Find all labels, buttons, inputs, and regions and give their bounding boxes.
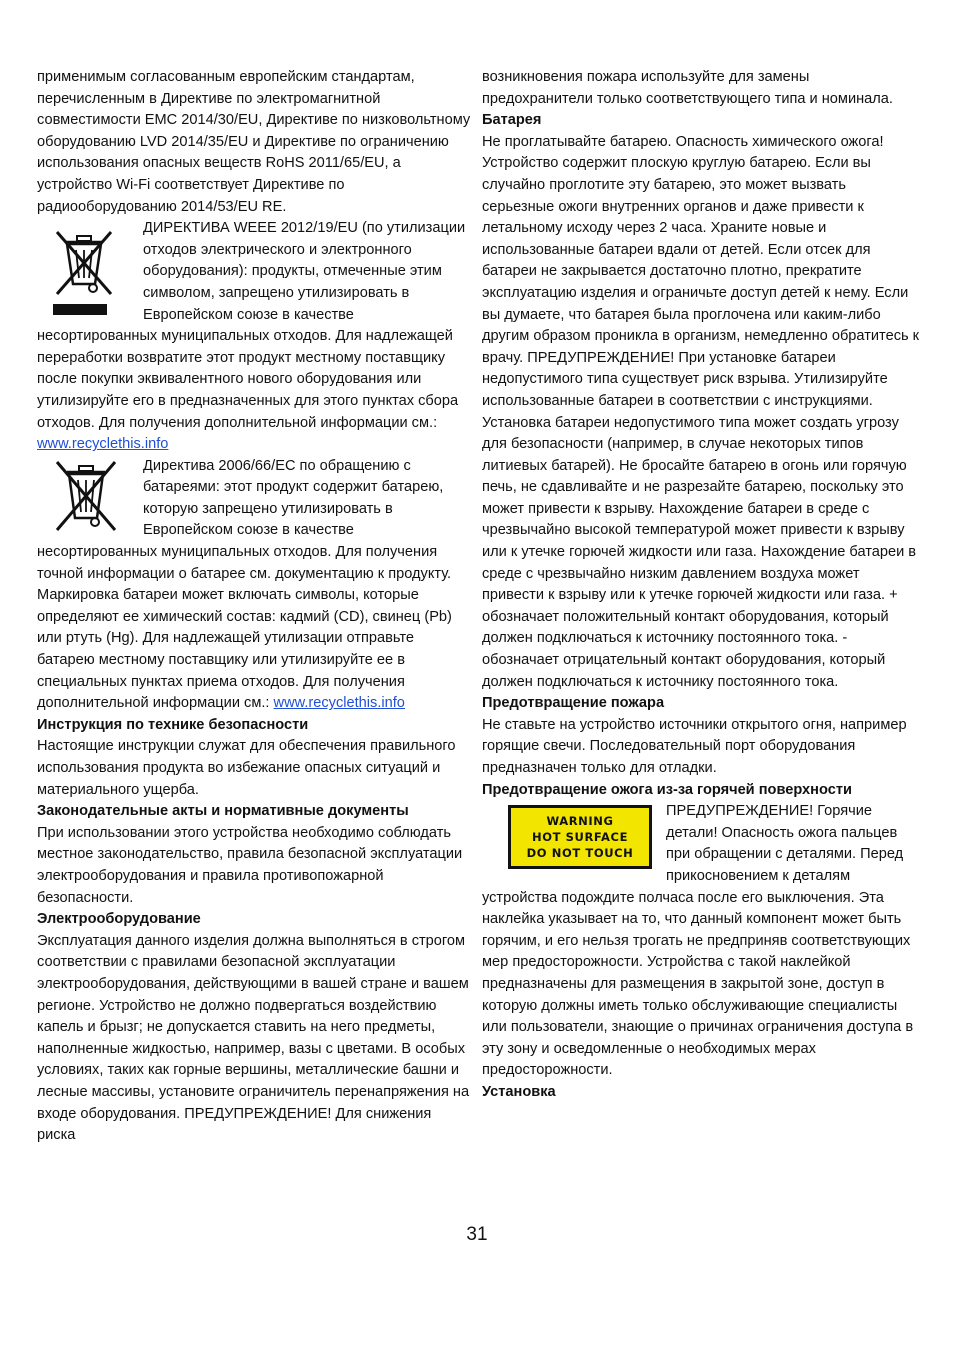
hot-surface-warning-sticker bbox=[508, 805, 652, 869]
electric-heading: Электрооборудование bbox=[37, 911, 201, 928]
page-number: 31 bbox=[466, 1224, 488, 1245]
battery-directive-section bbox=[37, 456, 473, 715]
sticker-line-hot-surface: HOT SURFACE bbox=[531, 830, 629, 845]
hot-surface-section bbox=[482, 801, 920, 1082]
weee-paragraph: ДИРЕКТИВА WEEE 2012/19/EU (по утилизации отходов электрического и электронного оборудования): продукты, отмеченные этим символом, запрещено утилизировать в Европейском союзе в качестве несортированных муниципальных отходов. Для надлежащей переработки возвратите этот продукт местному поставщику после покупки эквивалентного нового оборудования или утилизируйте его в предназначенных для этого пунктах сбора отходов. Для получения дополнительной информации см.: bbox=[37, 220, 466, 431]
battery-paragraph: Не проглатывайте батарею. Опасность химического ожога! Устройство содержит плоскую круглую батарею. Если вы случайно проглотите эту батарею, это может вызвать серьезные ожоги внутренних органов и даже привести к летальному исходу через 2 часа. Храните новые и использованные батареи вдали от детей. Если отсек для батареи не закрывается достаточно плотно, прекратите эксплуатацию изделия и ограничьте доступ детей к нему. Если вы думаете, что батарея была проглочена или каким-либо другим образом проникла в организм, немедленно обратитесь к врачу. ПРЕДУПРЕЖДЕНИЕ! При установке батареи недопустимого типа существует риск взрыва. Утилизируйте использованные батареи в соответствии с инструкциями. Установка батареи недопустимого типа может создать угрозу для безопасности (например, в случае некоторых типов литиевых батарей). Не бросайте батарею в огонь или горячую печь, не сдавливайте и не разрезайте батарею, поскольку это может привести к взрыву. Нахождение батареи в среде с чрезвычайно высокой температурой может привести к взрыву или к утечке горючей жидкости или газа. Нахождение батареи в среде с чрезвычайно низким давлением воздуха может привести к взрыву или к утечке горючей жидкости или газа. + обозначает положительный контакт оборудования, который должен подключаться к источнику постоянного тока. - обозначает отрицательный контакт оборудования, который должен подключаться к источнику постоянного тока. bbox=[482, 133, 920, 690]
battery-recycle-link[interactable]: www.recyclethis.info bbox=[273, 695, 405, 712]
sticker-line-warning: WARNING bbox=[546, 814, 614, 829]
crossed-bin-icon bbox=[37, 220, 135, 318]
sticker-line-do-not-touch: DO NOT TOUCH bbox=[526, 846, 634, 861]
install-heading: Установка bbox=[482, 1083, 556, 1100]
hot-surface-heading: Предотвращение ожога из-за горячей поверхности bbox=[482, 781, 852, 798]
laws-heading: Законодательные акты и нормативные документы bbox=[37, 803, 409, 820]
fire-paragraph: Не ставьте на устройство источники открытого огня, например горящие свечи. Последовательный порт оборудования предназначен только для отладки. bbox=[482, 716, 907, 776]
battery-directive-paragraph: Директива 2006/66/EC по обращению с батареями: этот продукт содержит батарею, которую запрещено утилизировать в Европейском союзе в качестве несортированных муниципальных отходов. Для получения точной информации о батарее см. документацию к продукту. Маркировка батареи может включать символы, которые определяют ее химический состав: кадмий (CD), свинец (Pb) или ртуть (Hg). Для надлежащей утилизации отправьте батарею местному поставщику или утилизируйте ее в специальных пунктах приема отходов. Для получения дополнительной информации см.: bbox=[37, 457, 452, 712]
right-column bbox=[482, 67, 920, 1104]
left-column bbox=[37, 67, 473, 1147]
electric-paragraph: Эксплуатация данного изделия должна выполняться в строгом соответствии с правилами безопасной эксплуатации электрооборудования, действующими в вашей стране и вашем регионе. Устройство не должно подвергаться воздействию капель и брызг; не допускается ставить на него предметы, наполненные жидкостью, например, вазы с цветами. В особых условиях, таких как горные вершины, металлические башни и лесные массивы, установите ограничитель перенапряжения на входе оборудования. ПРЕДУПРЕЖДЕНИЕ! Для снижения риска bbox=[37, 932, 470, 1144]
safety-heading: Инструкция по технике безопасности bbox=[37, 716, 309, 733]
hot-surface-paragraph: ПРЕДУПРЕЖДЕНИЕ! Горячие детали! Опасность ожога пальцев при обращении с деталями. Перед прикосновением к деталям устройства подождите полчаса после его выключения. Эта наклейка указывает на то, что данный компонент может быть горячим, и его нельзя трогать не предприняв соответствующих мер предосторожности. Устройства с такой наклейкой предназначены для размещения в закрытой зоне, доступ в которую должны иметь только обслуживающие специалисты или пользователи, знающие о причинах ограничения доступа в эту зону и осведомленные о необходимых мерах предосторожности. bbox=[482, 803, 914, 1079]
fuse-continuation-paragraph: возникновения пожара используйте для замены предохранители только соответствующего типа и номинала. bbox=[482, 69, 893, 107]
laws-paragraph: При использовании этого устройства необходимо соблюдать местное законодательство, правила безопасной эксплуатации электрооборудования и правила противопожарной безопасности. bbox=[37, 824, 463, 906]
crossed-bin-battery-icon bbox=[37, 458, 135, 538]
weee-recycle-link[interactable]: www.recyclethis.info bbox=[37, 436, 169, 453]
battery-heading: Батарея bbox=[482, 112, 542, 129]
fire-heading: Предотвращение пожара bbox=[482, 695, 665, 712]
weee-section bbox=[37, 218, 473, 456]
safety-paragraph: Настоящие инструкции служат для обеспечения правильного использования продукта во избежание опасных ситуаций и материального ущерба. bbox=[37, 738, 456, 798]
compliance-paragraph: применимым согласованным европейским стандартам, перечисленным в Директиве по электромагнитной совместимости EMC 2014/30/EU, Директиве по низковольтному оборудованию LVD 2014/35/EU и Директиве по ограничению использования опасных веществ RoHS 2011/65/EU, а устройство Wi-Fi соответствует Директиве по радиооборудованию 2014/53/EU RE. bbox=[37, 69, 471, 215]
